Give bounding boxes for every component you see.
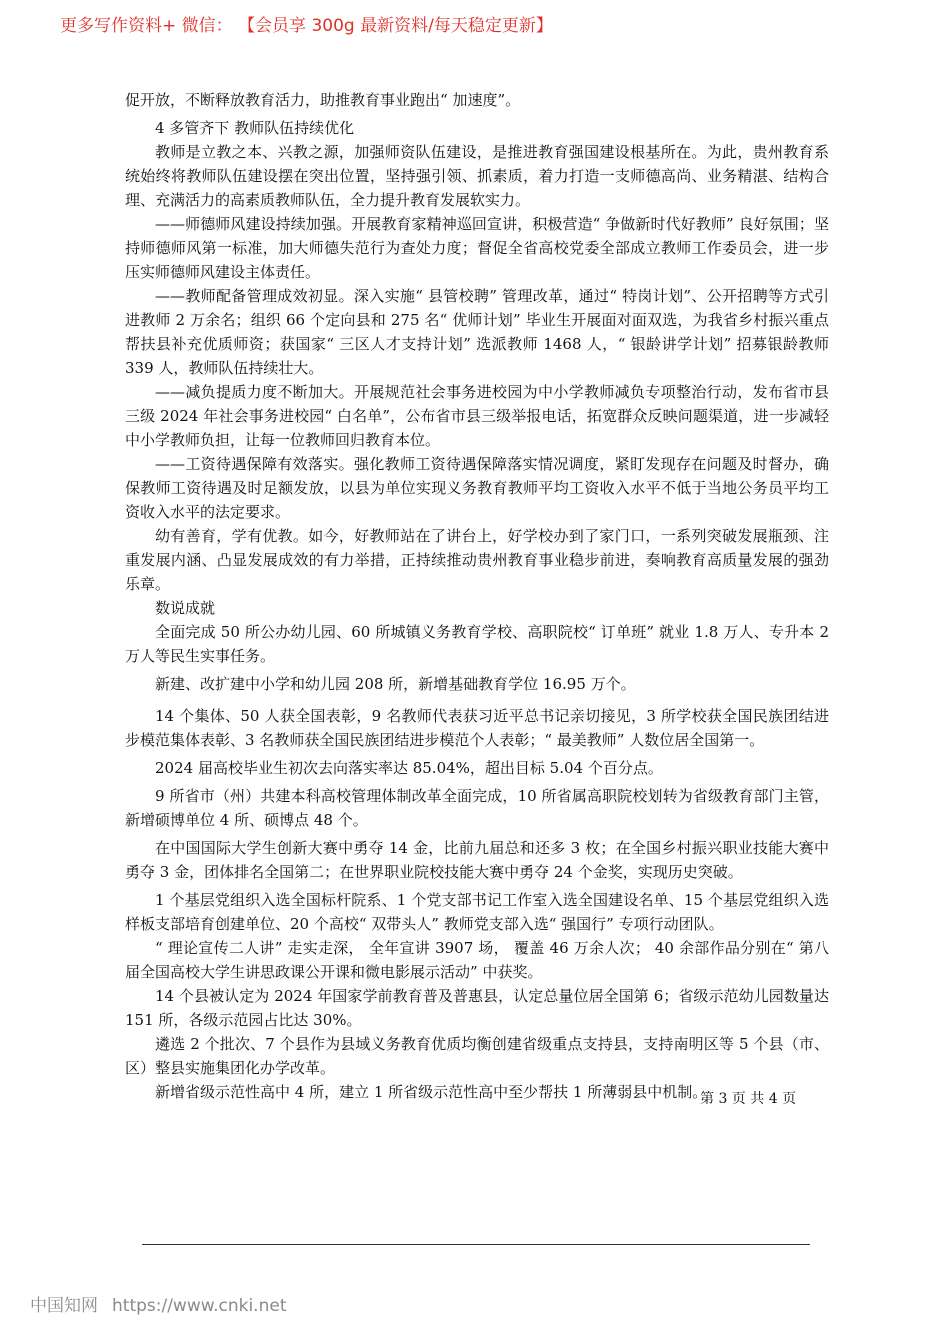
watermark — [30, 1294, 286, 1318]
section-heading: 4 多管齐下 教师队伍持续优化 — [155, 119, 355, 137]
paragraph: 14 个县被认定为 2024 年国家学前教育普及普惠县，认定总量位居全国第 6；省级示范幼儿园数量达 151 所，各级示范园占比达 30%。 — [125, 987, 829, 1029]
watermark-url: https://www.cnki.net — [112, 1296, 287, 1316]
paragraph: 全面完成 50 所公办幼儿园、60 所城镇义务教育学校、高职院校“ 订单班” 就业 1.8 万人、专升本 2 万人等民生实事任务。 — [125, 623, 829, 665]
paragraph: 2024 届高校毕业生初次去向落实率达 85.04%，超出目标 5.04 个百分点。 — [155, 759, 663, 777]
paragraph: 遴选 2 个批次、7 个县作为县域义务教育优质均衡创建省级重点支持县，支持南明区等 5 个县（市、区）整县实施集团化办学改革。 — [125, 1035, 829, 1077]
document-body — [125, 88, 829, 1104]
paragraph: “ 理论宣传二人讲” 走实走深， 全年宣讲 3907 场， 覆盖 46 万余人次； 40 余部作品分别在“ 第八届全国高校大学生讲思政课公开课和微电影展示活动” 中获奖。 — [125, 939, 829, 981]
paragraph: ——教师配备管理成效初显。深入实施“ 县管校聘” 管理改革，通过“ 特岗计划”、公开招聘等方式引进教师 2 万余名；组织 66 个定向县和 275 名“ 优师计划” 毕业生开展面对面双选，为我省乡村振兴重点帮扶县补充优质师资；获国家“ 三区人才支持计划” 选派教师 1468 人，“ 银龄讲学计划” 招募银龄教师 339 人，教师队伍持续壮大。 — [125, 287, 829, 377]
paragraph: ——减负提质力度不断加大。开展规范社会事务进校园为中小学教师减负专项整治行动，发布省市县三级 2024 年社会事务进校园“ 白名单”，公布省市县三级举报电话，拓宽群众反映问题渠道，进一步减轻中小学教师负担，让每一位教师回归教育本位。 — [125, 383, 829, 449]
paragraph: 14 个集体、50 人获全国表彰，9 名教师代表获习近平总书记亲切接见，3 所学校获全国民族团结进步模范集体表彰、3 名教师获全国民族团结进步模范个人表彰；“ 最美教师” 人数位居全国第一。 — [125, 707, 829, 749]
promo-banner — [60, 12, 920, 40]
page-number: 第 3 页 共 4 页 — [700, 1091, 797, 1107]
paragraph: 新增省级示范性高中 4 所，建立 1 所省级示范性高中至少帮扶 1 所薄弱县中机制。 — [155, 1083, 708, 1101]
paragraph: ——工资待遇保障有效落实。强化教师工资待遇保障落实情况调度，紧盯发现存在问题及时督办，确保教师工资待遇及时足额发放，以县为单位实现义务教育教师平均工资收入水平不低于当地公务员平均工资收入水平的法定要求。 — [125, 455, 829, 521]
paragraph: 9 所省市（州）共建本科高校管理体制改革全面完成，10 所省属高职院校划转为省级教育部门主管，新增硕博单位 4 所、硕博点 48 个。 — [125, 787, 829, 829]
paragraph: ——师德师风建设持续加强。开展教育家精神巡回宣讲，积极营造“ 争做新时代好教师” 良好氛围；坚持师德师风第一标准，加大师德失范行为查处力度；督促全省高校党委全部成立教师工作委员会，进一步压实师德师风建设主体责任。 — [125, 215, 829, 281]
paragraph: 1 个基层党组织入选全国标杆院系、1 个党支部书记工作室入选全国建设名单、15 个基层党组织入选样板支部培育创建单位、20 个高校“ 双带头人” 教师党支部入选“ 强国行” 专项行动团队。 — [125, 891, 829, 933]
promo-banner-contact: 更多写作资料+ 微信： — [60, 16, 233, 36]
footer-divider — [142, 1244, 810, 1245]
paragraph-continuation: 促开放，不断释放教育活力，助推教育事业跑出“ 加速度”。 — [125, 91, 521, 109]
paragraph: 幼有善育，学有优教。如今，好教师站在了讲台上，好学校办到了家门口，一系列突破发展瓶颈、注重发展内涵、凸显发展成效的有力举措，正持续推动贵州教育事业稳步前进，奏响教育高质量发展的强劲乐章。 — [125, 527, 829, 593]
paragraph: 在中国国际大学生创新大赛中勇夺 14 金，比前九届总和还多 3 枚；在全国乡村振兴职业技能大赛中勇夺 3 金，团体排名全国第二；在世界职业院校技能大赛中勇夺 24 个金奖，实现历史突破。 — [125, 839, 829, 881]
paragraph: 新建、改扩建中小学和幼儿园 208 所，新增基础教育学位 16.95 万个。 — [155, 675, 636, 693]
paragraph: 教师是立教之本、兴教之源，加强师资队伍建设，是推进教育强国建设根基所在。为此，贵州教育系统始终将教师队伍建设摆在突出位置，坚持强引领、抓素质，着力打造一支师德高尚、业务精湛、结构合理、充满活力的高素质教师队伍，全力提升教育发展软实力。 — [125, 143, 829, 209]
section-heading: 数说成就 — [155, 599, 216, 617]
watermark-site-name: 中国知网 — [30, 1296, 98, 1316]
promo-banner-offer: 【会员享 300g 最新资料/每天稳定更新】 — [238, 16, 553, 36]
